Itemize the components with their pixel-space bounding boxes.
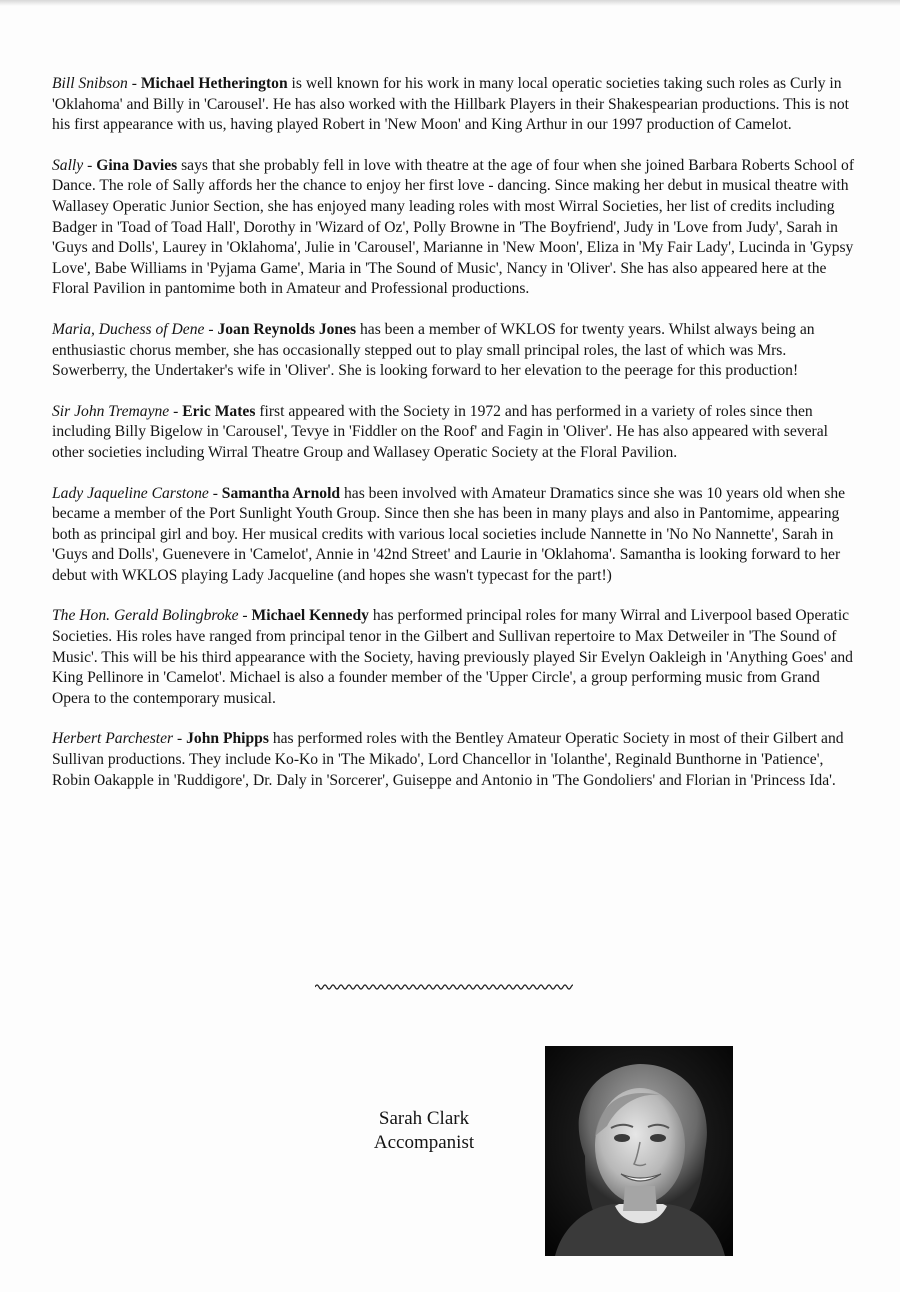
bio-text: has performed principal roles for many Wirral and Liverpool based Operatic Societies. His roles have ranged from principal tenor in the Gilbert and Sullivan repertoire to Max Detweiler in 'The Sound of Music'. This will be his third appearance with the Society, having previously played Sir Evelyn Oakleigh in 'Anything Goes' and King Pellinore in 'Camelot'. Michael is also a founder member of the 'Upper Circle', a group performing music from Grand Opera to the contemporary musical. bbox=[52, 607, 853, 707]
caption-name: Sarah Clark bbox=[378, 1108, 470, 1129]
bio-role: Sir John Tremayne bbox=[52, 402, 170, 420]
bio-bill-snibson: Bill Snibson - Michael Hetherington is well known for his work in many local operatic societies taking such roles as Curly in 'Oklahoma' and Billy in 'Carousel'. He has also worked with the Hillbark Players in their Shakespearian productions. This is not his first appearance with us, having played Robert in 'New Moon' and King Arthur in our 1997 production of Camelot. bbox=[52, 75, 849, 134]
bio-text: first appeared with the Society in 1972 and has performed in a variety of roles since then including Billy Bigelow in 'Carousel', Tevye in 'Fiddler on the Roof' and Fagin in 'Oliver'. He has also appeared with several other societies including Wirral Theatre Group and Wallasey Operatic Society at the Floral Pavilion. bbox=[52, 402, 828, 461]
bio-actor: John Phipps bbox=[186, 730, 269, 748]
wavy-divider bbox=[315, 980, 573, 994]
bio-maria-duchess: Maria, Duchess of Dene - Joan Reynolds Jones has been a member of WKLOS for twenty years. Whilst always being an enthusiastic chorus member, she has occasionally stepped out to play small principal roles, the last of which was Mrs. Sowerberry, the Undertaker's wife in 'Oliver'. She is looking forward to her elevation to the peerage for this production! bbox=[52, 320, 815, 380]
bio-herbert-parchester: Herbert Parchester - John Phipps has performed roles with the Bentley Amateur Operatic Society in most of their Gilbert and Sullivan productions. They include Ko-Ko in 'The Mikado', Lord Chancellor in 'Iolanthe', Reginald Bunthorne in 'Patience', Robin Oakapple in 'Ruddigore', Dr. Daly in 'Sorcerer', Guiseppe and Antonio in 'The Gondoliers' and Florian in 'Princess Ida'. bbox=[52, 730, 844, 789]
bio-actor: Samantha Arnold bbox=[221, 484, 341, 502]
cast-biographies bbox=[52, 74, 858, 811]
bio-text: is well known for his work in many local operatic societies taking such roles as Curly in 'Oklahoma' and Billy in 'Carousel'. He has also worked with the Hillbark Players in their Shakespearian productions. This is not his first appearance with us, having played Robert in 'New Moon' and King Arthur in our 1997 production of Camelot. bbox=[52, 75, 849, 134]
bio-role: Maria, Duchess of Dene bbox=[52, 320, 205, 338]
bio-sally: Sally - Gina Davies says that she probably fell in love with theatre at the age of four when she joined Barbara Roberts School of Dance. The role of Sally affords her the chance to enjoy her first love - dancing. Since making her debut in musical theatre with Wallasey Operatic Junior Section, she has enjoyed many leading roles with most Wirral Societies, her list of credits including Badger in 'Toad of Toad Hall', Dorothy in 'Wizard of Oz', Polly Browne in 'The Boyfriend', Judy in 'Love from Judy', Sarah in 'Guys and Dolls', Laurey in 'Oklahoma', Julie in 'Carousel', Marianne in 'New Moon', Eliza in 'My Fair Lady', Lucinda in 'Gypsy Love', Babe Williams in 'Pyjama Game', Maria in 'The Sound of Music', Nancy in 'Oliver'. She has also appeared here at the Floral Pavilion in pantomime both in Amateur and Professional productions. bbox=[52, 156, 855, 298]
bio-actor: Michael Kennedy bbox=[251, 607, 369, 625]
bio-actor: Eric Mates bbox=[182, 402, 256, 420]
bio-text: has performed roles with the Bentley Amateur Operatic Society in most of their Gilbert and Sullivan productions. They include Ko-Ko in 'The Mikado', Lord Chancellor in 'Iolanthe', Reginald Bunthorne in 'Patience', Robin Oakapple in 'Ruddigore', Dr. Daly in 'Sorcerer', Guiseppe and Antonio in 'The Gondoliers' and Florian in 'Princess Ida'. bbox=[52, 730, 844, 789]
accompanist-photo bbox=[545, 1046, 733, 1256]
bio-role: Bill Snibson bbox=[52, 75, 128, 92]
caption-role: Accompanist bbox=[373, 1132, 475, 1153]
bio-actor: Joan Reynolds Jones bbox=[217, 320, 357, 338]
bio-lady-jaqueline: Lady Jaqueline Carstone - Samantha Arnold has been involved with Amateur Dramatics since she was 10 years old when she became a member of the Port Sunlight Youth Group. Since then she has been in many plays and also in Pantomime, appearing both as principal girl and boy. Her musical credits with various local societies include Nannette in 'No No Nannette', Sarah in 'Guys and Dolls', Guenevere in 'Camelot', Annie in '42nd Street' and Laurie in 'Oklahoma'. Samantha is looking forward to her debut with WKLOS playing Lady Jacqueline (and hopes she wasn't typecast for the part!) bbox=[52, 484, 846, 584]
bio-actor: Michael Hetherington bbox=[140, 75, 288, 92]
bio-role: Lady Jaqueline Carstone bbox=[52, 484, 209, 502]
scan-edge-shadow bbox=[0, 0, 900, 6]
photo-caption bbox=[340, 1107, 508, 1155]
bio-sir-john-tremayne: Sir John Tremayne - Eric Mates first appeared with the Society in 1972 and has performed in a variety of roles since then including Billy Bigelow in 'Carousel', Tevye in 'Fiddler on the Roof' and Fagin in 'Oliver'. He has also appeared with several other societies including Wirral Theatre Group and Wallasey Operatic Society at the Floral Pavilion. bbox=[52, 402, 828, 461]
bio-role: Herbert Parchester bbox=[52, 730, 174, 748]
portrait-image bbox=[545, 1046, 733, 1256]
bio-actor: Gina Davies bbox=[96, 156, 178, 174]
bio-text: has been a member of WKLOS for twenty years. Whilst always being an enthusiastic chorus member, she has occasionally stepped out to play small principal roles, the last of which was Mrs. Sowerberry, the Undertaker's wife in 'Oliver'. She is looking forward to her elevation to the peerage for this production! bbox=[52, 320, 815, 380]
bio-text: says that she probably fell in love with theatre at the age of four when she joined Barbara Roberts School of Dance. The role of Sally affords her the chance to enjoy her first love - dancing. Since making her debut in musical theatre with Wallasey Operatic Junior Section, she has enjoyed many leading roles with most Wirral Societies, her list of credits including Badger in 'Toad of Toad Hall', Dorothy in 'Wizard of Oz', Polly Browne in 'The Boyfriend', Judy in 'Love from Judy', Sarah in 'Guys and Dolls', Laurey in 'Oklahoma', Julie in 'Carousel', Marianne in 'New Moon', Eliza in 'My Fair Lady', Lucinda in 'Gypsy Love', Babe Williams in 'Pyjama Game', Maria in 'The Sound of Music', Nancy in 'Oliver'. She has also appeared here at the Floral Pavilion in pantomime both in Amateur and Professional productions. bbox=[52, 156, 855, 298]
bio-role: The Hon. Gerald Bolingbroke bbox=[52, 607, 239, 625]
bio-role: Sally bbox=[52, 156, 84, 174]
bio-text: has been involved with Amateur Dramatics since she was 10 years old when she became a member of the Port Sunlight Youth Group. Since then she has been in many plays and also in Pantomime, appearing both as principal girl and boy. Her musical credits with various local societies include Nannette in 'No No Nannette', Sarah in 'Guys and Dolls', Guenevere in 'Camelot', Annie in '42nd Street' and Laurie in 'Oklahoma'. Samantha is looking forward to her debut with WKLOS playing Lady Jacqueline (and hopes she wasn't typecast for the part!) bbox=[52, 484, 846, 584]
bio-gerald-bolingbroke: The Hon. Gerald Bolingbroke - Michael Kennedy has performed principal roles for many Wirral and Liverpool based Operatic Societies. His roles have ranged from principal tenor in the Gilbert and Sullivan repertoire to Max Detweiler in 'The Sound of Music'. This will be his third appearance with the Society, having previously played Sir Evelyn Oakleigh in 'Anything Goes' and King Pellinore in 'Camelot'. Michael is also a founder member of the 'Upper Circle', a group performing music from Grand Opera to the contemporary musical. bbox=[52, 607, 853, 707]
